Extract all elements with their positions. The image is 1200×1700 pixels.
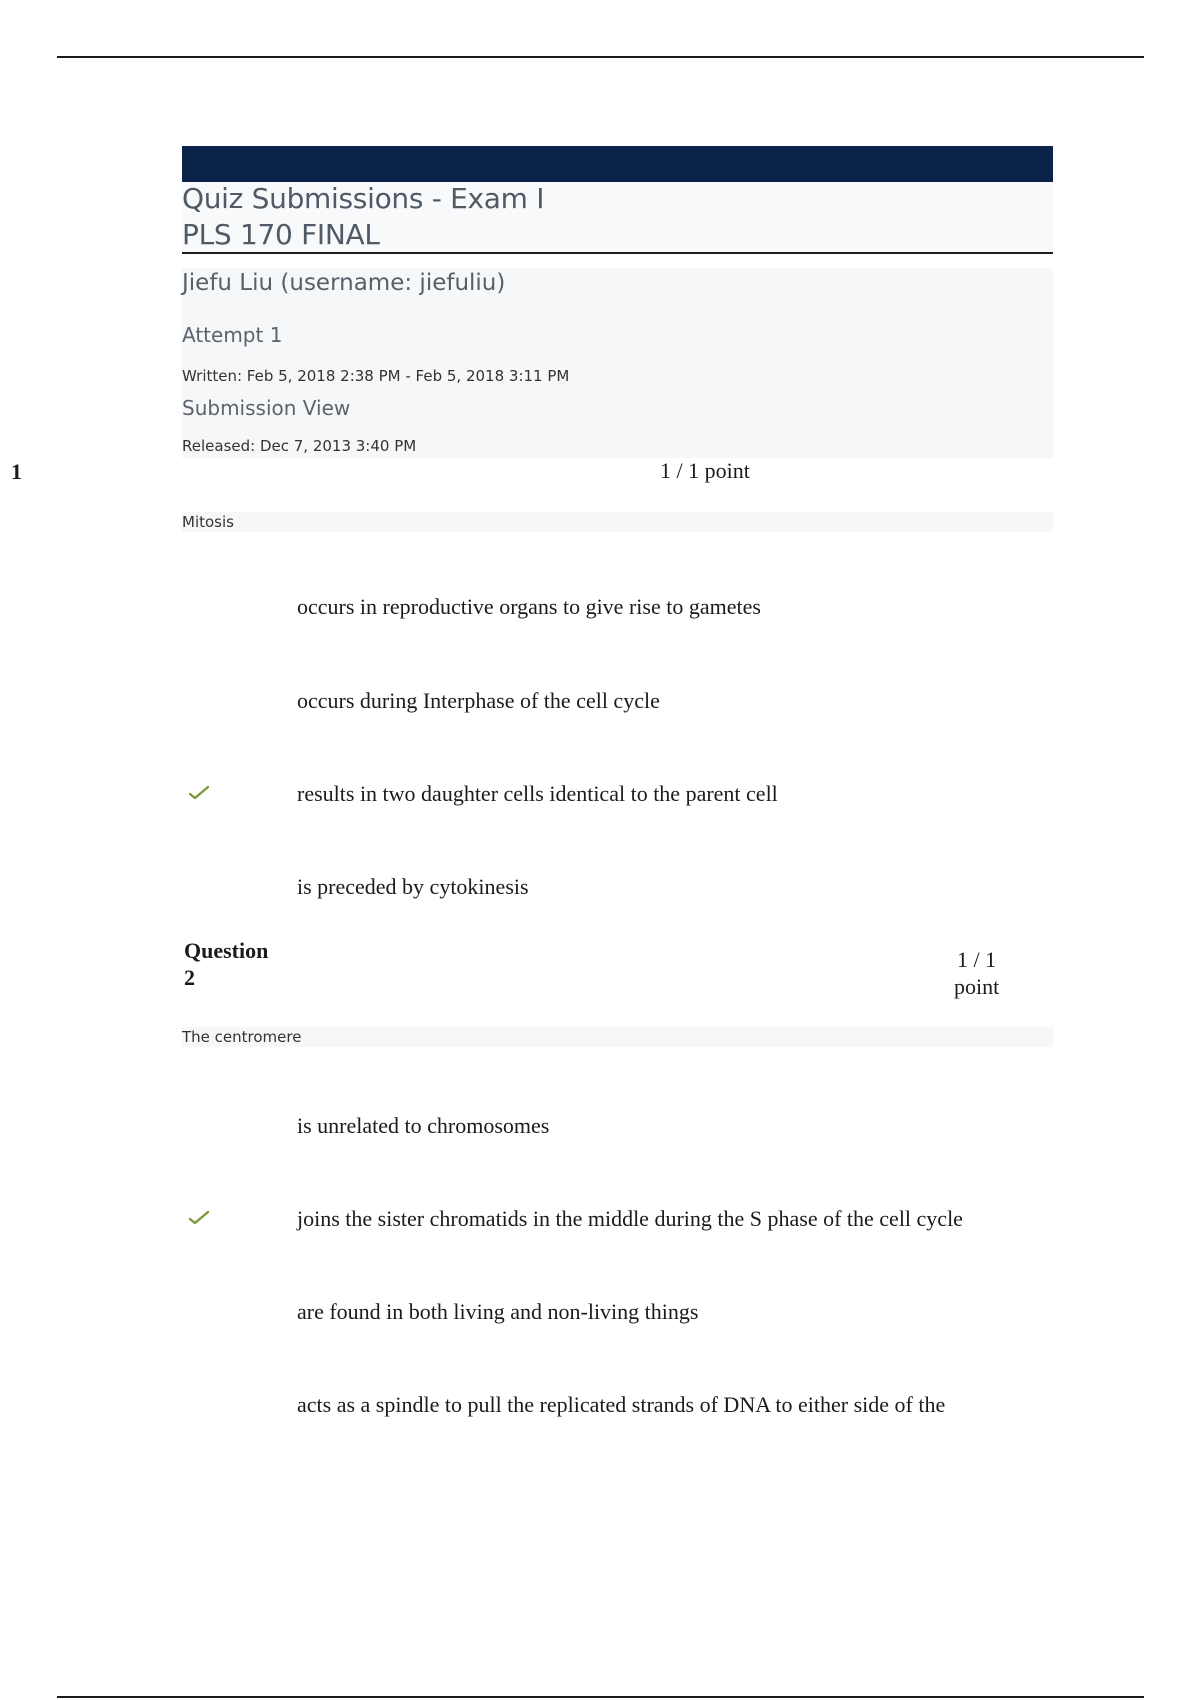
student-name: Jiefu Liu (username: jiefuliu) <box>182 270 506 296</box>
question-1-points: 1 / 1 point <box>660 458 750 483</box>
header-bar <box>182 146 1053 182</box>
question-2-points-unit: point <box>954 974 1000 999</box>
question-1-answer-2: occurs during Interphase of the cell cycle <box>297 688 660 713</box>
question-2-label-word: Question <box>184 938 269 963</box>
question-2-prompt: The centromere <box>182 1028 302 1046</box>
page-title: Quiz Submissions - Exam I <box>182 182 545 215</box>
released-time: Released: Dec 7, 2013 3:40 PM <box>182 437 417 455</box>
checkmark-icon <box>189 1211 209 1225</box>
question-2-points <box>954 946 999 1000</box>
attempt-label: Attempt 1 <box>182 323 283 347</box>
course-title: PLS 170 FINAL <box>182 218 380 251</box>
checkmark-icon <box>189 786 209 800</box>
question-1-answer-1: occurs in reproductive organs to give rise to gametes <box>297 594 761 619</box>
question-2-answer-4: acts as a spindle to pull the replicated strands of DNA to either side of the <box>297 1392 946 1417</box>
submission-view-label: Submission View <box>182 396 351 420</box>
question-1-prompt-bar <box>182 512 1053 532</box>
question-1-answer-3: results in two daughter cells identical to the parent cell <box>297 781 778 806</box>
question-2-answer-2: joins the sister chromatids in the middle during the S phase of the cell cycle <box>297 1206 963 1231</box>
question-1-answer-4: is preceded by cytokinesis <box>297 874 529 899</box>
top-page-rule <box>57 56 1144 58</box>
question-1-prompt: Mitosis <box>182 513 234 531</box>
question-2-prompt-bar <box>182 1027 1053 1047</box>
question-1-number: 1 <box>11 459 22 484</box>
written-time: Written: Feb 5, 2018 2:38 PM - Feb 5, 2018 3:11 PM <box>182 367 570 385</box>
question-2-answer-3: are found in both living and non-living things <box>297 1299 699 1324</box>
question-2-label <box>184 937 268 991</box>
submission-info-panel <box>182 268 1053 458</box>
question-2-answer-1: is unrelated to chromosomes <box>297 1113 550 1138</box>
question-2-points-value: 1 / 1 <box>957 947 997 972</box>
question-2-number: 2 <box>184 965 195 990</box>
header-divider <box>182 252 1053 254</box>
bottom-page-rule <box>57 1696 1144 1698</box>
